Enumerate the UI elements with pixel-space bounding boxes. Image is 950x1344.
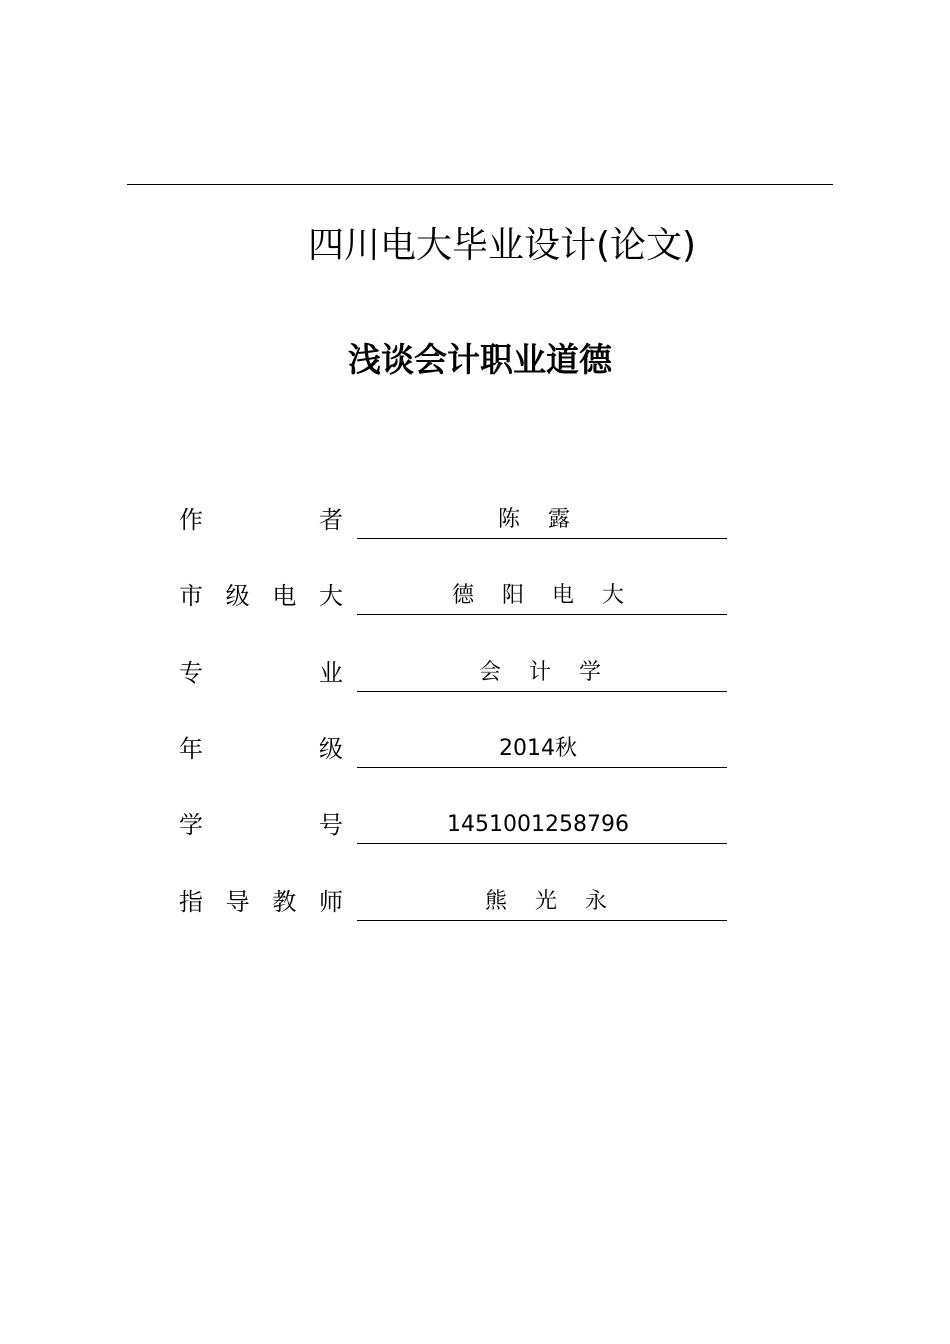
student-id-value: 1451001258796: [357, 807, 727, 844]
city-university-label: [179, 578, 343, 614]
university-title: 四川电大毕业设计(论文): [308, 225, 697, 266]
label-char: 者: [319, 506, 343, 534]
grade-value: 2014秋: [357, 731, 727, 768]
label-char: 教: [272, 888, 297, 916]
label-char: 导: [225, 888, 250, 916]
label-char: 级: [319, 735, 343, 763]
advisor-row: [179, 884, 727, 920]
city-university-value: 德 阳 电 大: [357, 578, 727, 615]
label-char: 年: [179, 735, 203, 763]
top-horizontal-rule: [127, 184, 833, 185]
advisor-value: 熊 光 永: [357, 884, 727, 921]
label-char: 市: [179, 582, 203, 610]
label-char: 师: [318, 888, 343, 916]
grade-label: [179, 731, 343, 767]
author-value: 陈 露: [357, 502, 727, 539]
label-char: 号: [319, 811, 343, 839]
advisor-label: [179, 884, 343, 920]
label-char: 业: [319, 659, 343, 687]
label-char: 级: [225, 582, 250, 610]
city-university-row: [179, 578, 727, 614]
label-char: 大: [318, 582, 343, 610]
major-label: [179, 655, 343, 691]
student-id-label: [179, 807, 343, 843]
major-row: [179, 655, 727, 691]
label-char: 作: [179, 506, 203, 534]
label-char: 指: [179, 888, 203, 916]
label-char: 专: [179, 659, 203, 687]
author-row: [179, 502, 727, 538]
thesis-title: 浅谈会计职业道德: [348, 340, 612, 379]
major-value: 会 计 学: [357, 655, 727, 692]
grade-row: [179, 731, 727, 767]
label-char: 电: [272, 582, 297, 610]
student-id-row: [179, 807, 727, 843]
label-char: 学: [179, 811, 203, 839]
author-label: [179, 502, 343, 538]
